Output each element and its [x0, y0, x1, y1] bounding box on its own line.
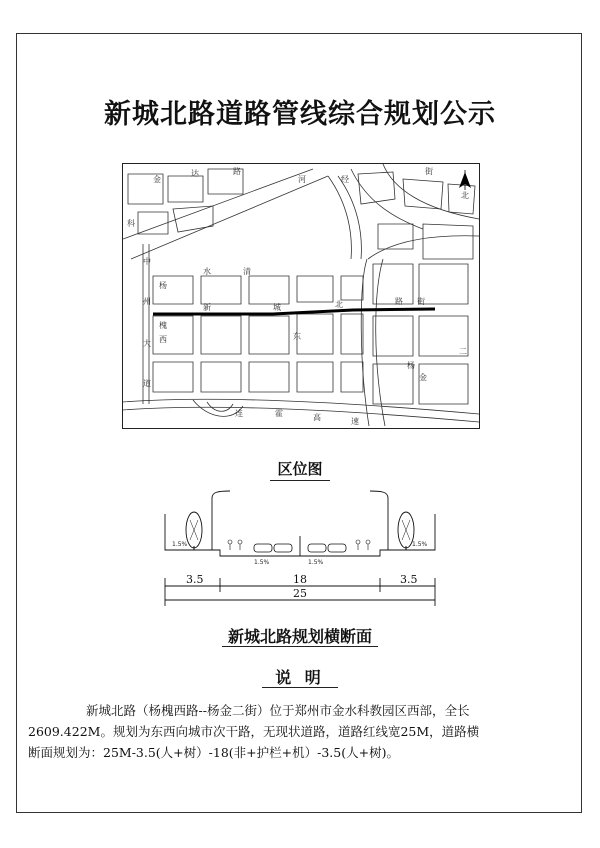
- right-road-slope: 1.5%: [308, 559, 324, 566]
- section-caption: 新城北路规划横断面: [227, 627, 372, 646]
- map-label-ke: 科: [127, 219, 135, 228]
- cross-section-drawing: [150, 488, 450, 618]
- description-heading-underline: [262, 687, 338, 688]
- map-label-yang2: 杨: [407, 361, 415, 370]
- map-label-lian: 连: [235, 409, 243, 418]
- description-line-2: 2609.422M。规划为东西向城市次干路，无现状道路，道路红线宽25M，道路横: [28, 724, 480, 739]
- dim-total-value: 25: [293, 587, 307, 600]
- map-label-he1: 河: [298, 175, 306, 184]
- map-caption-underline: [270, 480, 330, 481]
- description-heading: 说 明: [275, 668, 325, 687]
- map-label-da: 达: [191, 169, 199, 178]
- map-label-north: 北: [461, 191, 469, 200]
- map-label-jie1: 街: [425, 167, 433, 176]
- map-label-dong: 东: [293, 332, 301, 341]
- map-label-jin1: 金: [153, 175, 161, 184]
- map-label-yang1: 杨: [159, 281, 167, 290]
- location-map-drawing: [123, 164, 479, 428]
- xincheng-north-road-line: [153, 309, 435, 314]
- map-label-jie2: 街: [417, 297, 425, 306]
- left-walk-slope: 1.5%: [172, 541, 188, 548]
- map-label-xi: 西: [159, 335, 167, 344]
- dim-left-value: 3.5: [186, 573, 204, 586]
- map-label-cheng: 城: [273, 303, 281, 312]
- location-map: [122, 163, 480, 429]
- map-label-lu1: 路: [233, 167, 241, 176]
- cross-section-svg: [150, 488, 450, 618]
- map-label-er: 二: [459, 347, 467, 356]
- description-line-1: 新城北路（杨槐西路--杨金二街）位于郑州市金水科教园区西部，全长: [86, 703, 470, 718]
- map-label-gao: 高: [313, 413, 321, 422]
- dim-right-value: 3.5: [400, 573, 418, 586]
- map-label-bei: 北: [335, 300, 343, 309]
- map-label-shui: 水: [203, 267, 211, 276]
- left-tree-icon: [186, 512, 202, 550]
- map-label-qing: 清: [243, 267, 251, 276]
- map-label-jin2: 金: [419, 373, 427, 382]
- page-title: 新城北路道路管线综合规划公示: [104, 99, 496, 130]
- left-pedestrian-icons: [228, 540, 242, 550]
- dim-middle-value: 18: [293, 573, 307, 586]
- map-label-huo: 霍: [275, 409, 283, 418]
- description-line-3: 断面规划为：25M-3.5(人+树）-18(非+护栏+机）-3.5(人+树)。: [28, 745, 399, 760]
- map-label-zhou: 州: [143, 297, 151, 306]
- map-label-jing: 经: [341, 175, 349, 184]
- map-label-dajie: 大: [143, 339, 151, 348]
- map-label-huai: 槐: [159, 321, 167, 330]
- map-caption: 区位图: [277, 460, 323, 478]
- map-label-su: 速: [351, 417, 359, 426]
- section-caption-underline: [222, 646, 378, 647]
- description-body: [28, 700, 516, 763]
- map-label-xin: 新: [203, 303, 211, 312]
- map-label-lu2: 路: [395, 297, 403, 306]
- left-road-slope: 1.5%: [254, 559, 270, 566]
- right-pedestrian-icons: [356, 540, 370, 550]
- map-label-dao: 道: [143, 379, 151, 388]
- right-walk-slope: 1.5%: [412, 541, 428, 548]
- map-label-zhong: 中: [143, 257, 151, 266]
